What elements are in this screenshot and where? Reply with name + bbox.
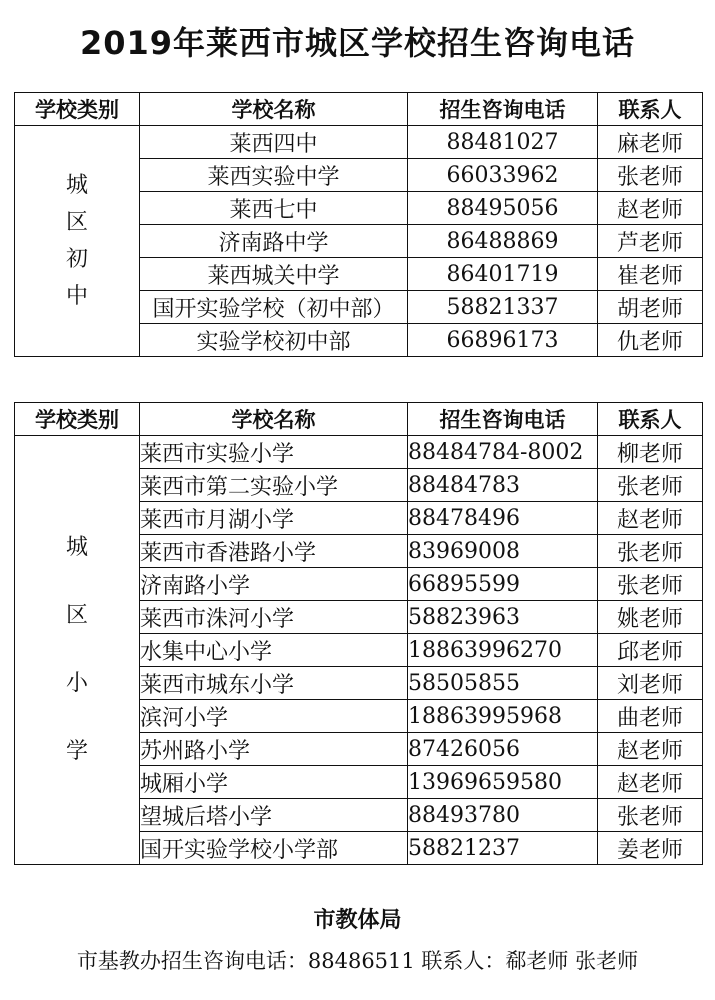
contact-cell: 张老师: [598, 568, 703, 601]
contact-cell: 张老师: [598, 159, 703, 192]
category-char: 小: [65, 671, 88, 696]
phone-cell: 58823963: [408, 601, 598, 634]
header-contact: 联系人: [598, 403, 703, 436]
contact-cell: 姚老师: [598, 601, 703, 634]
header-contact: 联系人: [598, 93, 703, 126]
header-phone: 招生咨询电话: [408, 403, 598, 436]
primary-school-table: [14, 402, 703, 865]
school-name-cell: 莱西市香港路小学: [140, 535, 408, 568]
category-char: 初: [65, 247, 88, 272]
school-name-cell: 莱西实验中学: [140, 159, 408, 192]
phone-cell: 88484784-8002: [408, 436, 598, 469]
school-name-cell: 望城后塔小学: [140, 799, 408, 832]
school-name-cell: 莱西市月湖小学: [140, 502, 408, 535]
category-char: 城: [65, 173, 88, 198]
middle-school-table: [14, 92, 703, 357]
header-phone: 招生咨询电话: [408, 93, 598, 126]
category-char: 中: [65, 284, 88, 309]
table-row: [15, 436, 703, 469]
category-char: 区: [65, 603, 88, 628]
table-row: [15, 126, 703, 159]
school-name-cell: 实验学校初中部: [140, 324, 408, 357]
school-name-cell: 水集中心小学: [140, 634, 408, 667]
contact-cell: 胡老师: [598, 291, 703, 324]
category-cell: [15, 436, 140, 865]
contact-cell: 张老师: [598, 469, 703, 502]
contact-cell: 邱老师: [598, 634, 703, 667]
phone-cell: 66895599: [408, 568, 598, 601]
school-name-cell: 城厢小学: [140, 766, 408, 799]
contact-cell: 曲老师: [598, 700, 703, 733]
middle-school-rows: [15, 126, 703, 357]
phone-cell: 66896173: [408, 324, 598, 357]
phone-cell: 58505855: [408, 667, 598, 700]
school-name-cell: 莱西市第二实验小学: [140, 469, 408, 502]
contact-cell: 张老师: [598, 535, 703, 568]
phone-cell: 66033962: [408, 159, 598, 192]
contact-cell: 柳老师: [598, 436, 703, 469]
contact-cell: 刘老师: [598, 667, 703, 700]
phone-cell: 86401719: [408, 258, 598, 291]
footer-hotline: 市基教办招生咨询电话：88486511 联系人：郗老师 张老师: [76, 949, 639, 973]
school-name-cell: 国开实验学校小学部: [140, 832, 408, 865]
header-school-name: 学校名称: [140, 93, 408, 126]
phone-cell: 88484783: [408, 469, 598, 502]
school-name-cell: 莱西城关中学: [140, 258, 408, 291]
header-category: 学校类别: [15, 403, 140, 436]
header-category: 学校类别: [15, 93, 140, 126]
phone-cell: 88495056: [408, 192, 598, 225]
footer-department: 市教体局: [313, 908, 402, 933]
category-char: 区: [65, 210, 88, 235]
phone-cell: 88481027: [408, 126, 598, 159]
school-name-cell: 济南路中学: [140, 225, 408, 258]
school-name-cell: 莱西四中: [140, 126, 408, 159]
phone-cell: 18863996270: [408, 634, 598, 667]
contact-cell: 赵老师: [598, 502, 703, 535]
phone-cell: 13969659580: [408, 766, 598, 799]
phone-cell: 88493780: [408, 799, 598, 832]
header-school-name: 学校名称: [140, 403, 408, 436]
contact-cell: 赵老师: [598, 192, 703, 225]
phone-cell: 18863995968: [408, 700, 598, 733]
phone-cell: 88478496: [408, 502, 598, 535]
school-name-cell: 国开实验学校（初中部）: [140, 291, 408, 324]
category-cell: [15, 126, 140, 357]
school-name-cell: 莱西七中: [140, 192, 408, 225]
phone-cell: 86488869: [408, 225, 598, 258]
category-char: 城: [65, 535, 88, 560]
contact-cell: 麻老师: [598, 126, 703, 159]
contact-cell: 赵老师: [598, 766, 703, 799]
phone-cell: 87426056: [408, 733, 598, 766]
contact-cell: 仇老师: [598, 324, 703, 357]
primary-school-rows: [15, 436, 703, 865]
category-char: 学: [65, 739, 88, 764]
contact-cell: 赵老师: [598, 733, 703, 766]
school-name-cell: 莱西市城东小学: [140, 667, 408, 700]
contact-cell: 崔老师: [598, 258, 703, 291]
page-title: 2019年莱西市城区学校招生咨询电话: [79, 24, 636, 62]
contact-cell: 姜老师: [598, 832, 703, 865]
contact-cell: 张老师: [598, 799, 703, 832]
school-name-cell: 莱西市洙河小学: [140, 601, 408, 634]
school-name-cell: 滨河小学: [140, 700, 408, 733]
school-name-cell: 莱西市实验小学: [140, 436, 408, 469]
phone-cell: 58821237: [408, 832, 598, 865]
table-header-row: [15, 403, 703, 436]
phone-cell: 83969008: [408, 535, 598, 568]
school-name-cell: 苏州路小学: [140, 733, 408, 766]
table-header-row: [15, 93, 703, 126]
phone-cell: 58821337: [408, 291, 598, 324]
contact-cell: 芦老师: [598, 225, 703, 258]
school-name-cell: 济南路小学: [140, 568, 408, 601]
